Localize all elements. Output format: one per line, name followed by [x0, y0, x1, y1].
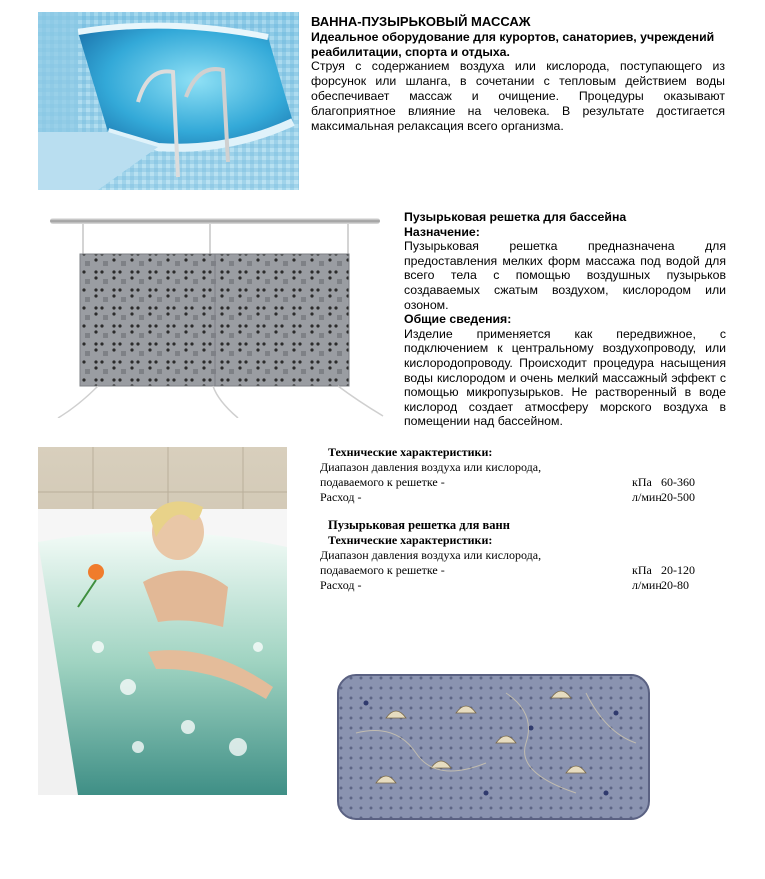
pool-flow-label: Расход - — [320, 490, 362, 504]
bath-specs-heading: Технические характеристики: — [328, 533, 493, 547]
purpose-text: Пузырьковая решетка предназначена для предоставления мелких форм массажа под водой для всего тела с помощью воздушных пузырьков создаваемых сжатым воздухом, кислородом или озоном. — [404, 239, 726, 312]
bath-flow-label: Расход - — [320, 578, 362, 592]
pool-grid-illustration — [38, 196, 393, 418]
section-pool-grid — [404, 210, 726, 429]
pool-pressure-row — [318, 475, 718, 490]
bath-pressure-label-row — [318, 548, 718, 563]
section-subtitle: Идеальное оборудование для курортов, санаториев, учреждений реабилитации, спорта и отдыха. — [311, 29, 715, 59]
pool-pressure-value: 60-360 — [661, 475, 695, 489]
section-title: ВАННА-ПУЗЫРЬКОВЫЙ МАССАЖ — [311, 14, 531, 29]
bath-illustration — [38, 447, 287, 795]
pool-pressure-unit: кПа — [632, 475, 652, 489]
section-body: Струя с содержанием воздуха или кислорода, поступающего из форсунок или шланга, в сочетании с тепловым действием воды обеспечивает массаж и очищение. Процедуры оказывают благоприятное влияние на человека. В результате достигается максимальная релаксация всего организма. — [311, 59, 725, 133]
bath-grid-title: Пузырьковая решетка для ванн — [328, 518, 510, 532]
bath-pressure-row — [318, 563, 718, 578]
bath-mat-illustration — [336, 673, 651, 821]
bath-pressure-value: 20-120 — [661, 563, 695, 577]
pool-grid-photo — [38, 196, 393, 418]
technical-specs — [318, 445, 718, 593]
pool-illustration — [38, 12, 299, 190]
info-heading: Общие сведения: — [404, 312, 512, 327]
bath-mat-photo — [336, 673, 651, 821]
bath-flow-unit: л/мин — [632, 578, 662, 592]
pool-pressure-label-2: подаваемого к решетке - — [320, 475, 445, 489]
bath-pressure-unit: кПа — [632, 563, 652, 577]
bath-photo — [38, 447, 287, 795]
section-bubble-bath-intro — [311, 15, 725, 133]
purpose-heading: Назначение: — [404, 224, 480, 239]
pool-flow-unit: л/мин — [632, 490, 662, 504]
pool-pressure-label-1: Диапазон давления воздуха или кислорода, — [320, 460, 542, 474]
bath-flow-value: 20-80 — [661, 578, 689, 592]
info-text: Изделие применяется как передвижное, с подключением к центральному воздухопроводу, или кислородопроводу. Происходит процедура насыщения воды кислородом и очень мелкий массажный эффект с помощью микропузырьков. Не растворенный в воде кислород создает атмосферу морского воздуха в помещении над бассейном. — [404, 326, 726, 429]
pool-specs-heading: Технические характеристики: — [328, 445, 493, 459]
bath-pressure-label-2: подаваемого к решетке - — [320, 563, 445, 577]
pool-photo — [38, 12, 299, 190]
pool-flow-value: 20-500 — [661, 490, 695, 504]
pool-flow-row — [318, 490, 718, 505]
pool-pressure-label-row — [318, 460, 718, 475]
bath-flow-row — [318, 578, 718, 593]
bath-pressure-label-1: Диапазон давления воздуха или кислорода, — [320, 548, 542, 562]
pool-grid-title: Пузырьковая решетка для бассейна — [404, 210, 627, 224]
